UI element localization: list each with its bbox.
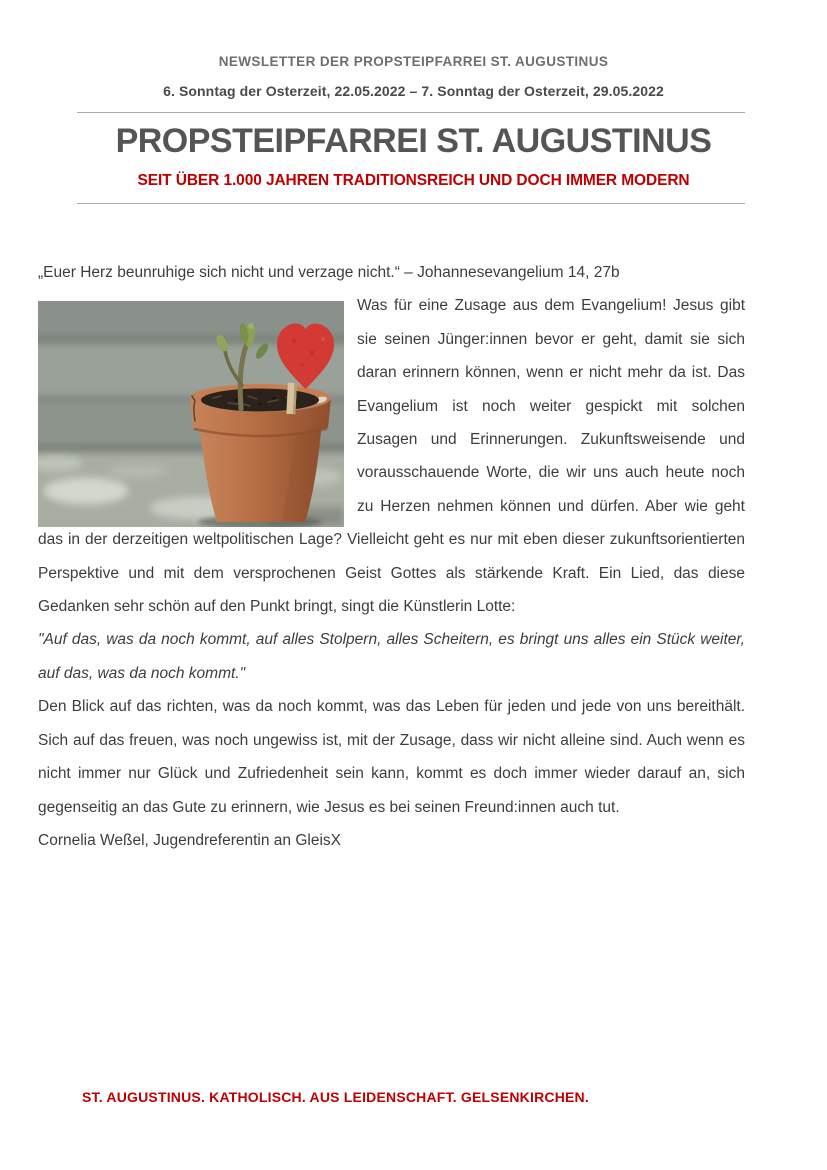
newsletter-kicker: NEWSLETTER DER PROPSTEIPFARREI ST. AUGUSTINUS [218, 54, 609, 69]
song-quote: "Auf das, was da noch kommt, auf alles Stolpern, alles Scheitern, es bringt uns alles ein Stück weiter, auf das, was da noch kommt." [38, 631, 745, 682]
paragraph-intro: Was für eine Zusage aus dem Evangelium! Jesus gibt sie seinen Jünger:innen bevor er geht, damit sie sich daran erinnern können, wenn er nicht mehr da ist. Das Evangelium ist noch weiter gespickt mit solchen Zusagen und Erinnerungen. Zukunftsweisende und vorausschauende Worte, die wir uns auch heute noch zu Herzen nehmen können und dürfen. Aber wie geht das in der derzeitigen weltpolitischen Lage? Vielleicht geht es nur mit eben dieser zukunftsorientierten Perspektive und mit dem versprochenen Geist Gottes als stärkende Kraft. Ein Lied, das diese Gedanken sehr schön auf den Punkt bringt, singt die Künstlerin Lotte: [38, 297, 745, 616]
paragraph-outro: Den Blick auf das richten, was da noch kommt, was das Leben für jeden und jede von uns bereithält. Sich auf das freuen, was noch ungewiss ist, mit der Zusage, dass wir nicht alleine sind. Auch wenn es nicht immer nur Glück und Zufriedenheit sein kann, kommt es doch immer wieder darauf an, sich gegenseitig an das Gute zu erinnern, wie Jesus es bei seinen Freund:innen auch tut. [38, 698, 745, 816]
newsletter-header [0, 0, 827, 204]
footer-slogan: ST. AUGUSTINUS. KATHOLISCH. AUS LEIDENSCHAFT. GELSENKIRCHEN. [82, 1089, 589, 1105]
flowerpot-heart-image [38, 301, 344, 527]
scripture-verse: „Euer Herz beunruhige sich nicht und verzage nicht.“ – Johannesevangelium 14, 27b [38, 264, 620, 281]
tagline: SEIT ÜBER 1.000 JAHREN TRADITIONSREICH UND DOCH IMMER MODERN [137, 172, 690, 189]
page-title: PROPSTEIPFARREI ST. AUGUSTINUS [115, 122, 712, 160]
article-body [38, 204, 745, 857]
wooden-stick [286, 383, 297, 414]
header-rule-top [77, 112, 745, 113]
byline: Cornelia Weßel, Jugendreferentin an GleisX [38, 831, 341, 849]
newsletter-photo [38, 301, 344, 527]
date-range: 6. Sonntag der Osterzeit, 22.05.2022 – 7. Sonntag der Osterzeit, 29.05.2022 [163, 83, 664, 99]
